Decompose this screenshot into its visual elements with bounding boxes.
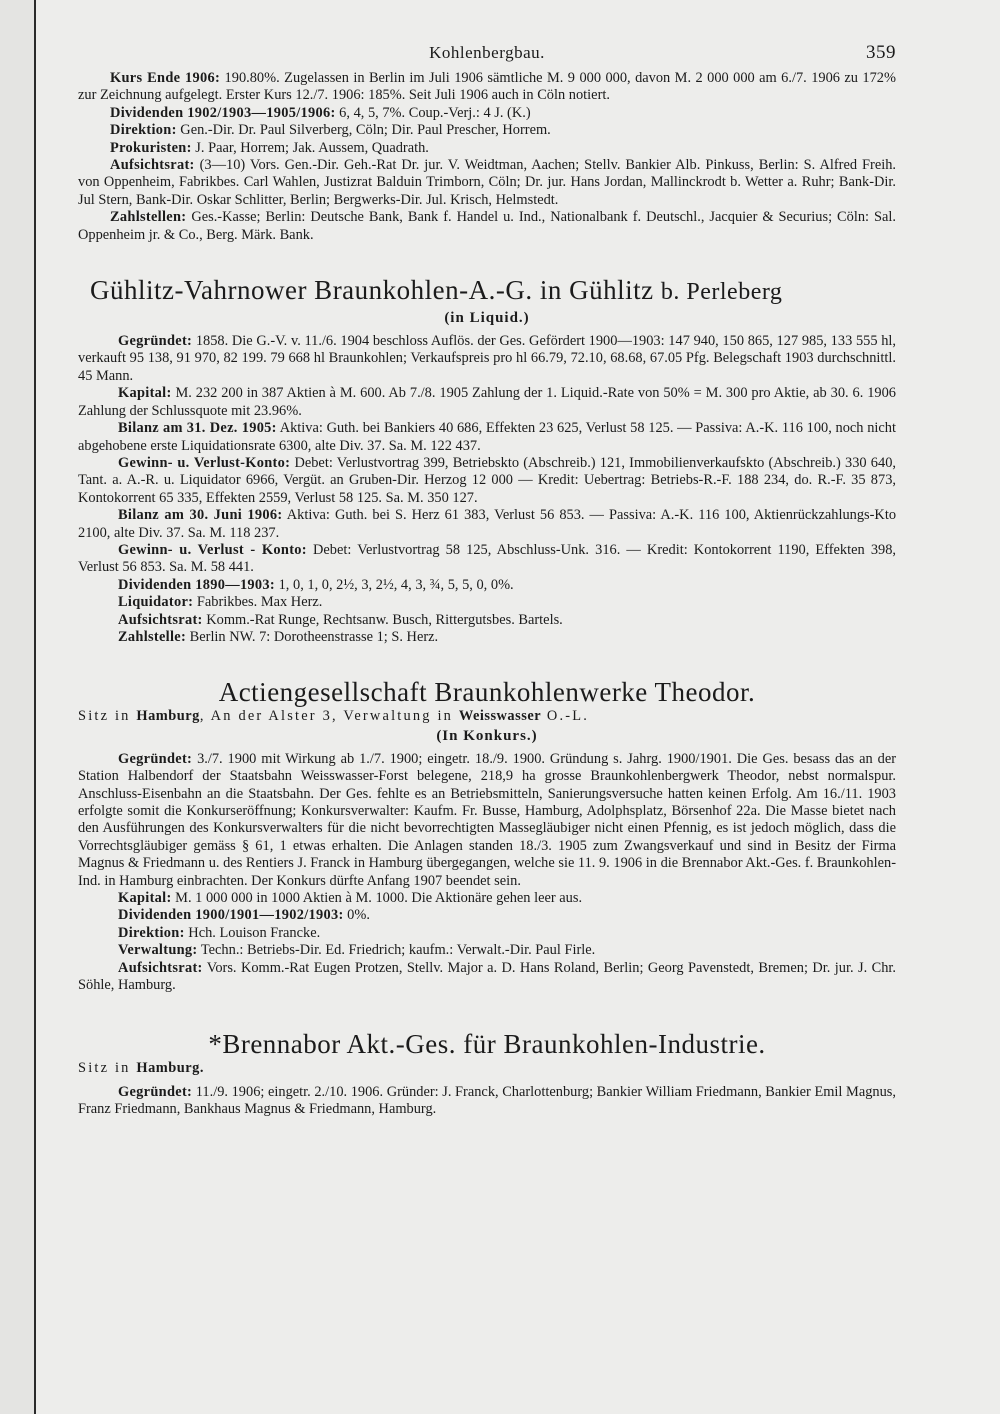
entry-line: Aufsichtsrat: Vors. Komm.-Rat Eugen Protzen, Stellv. Major a. D. Hans Roland, Berlin; Georg Pavenstedt, Bremen; Dr. jur. J. Chr. Söhle, Hamburg. bbox=[78, 959, 896, 994]
running-head-title: Kohlenbergbau. bbox=[429, 43, 545, 62]
entry-line: Kurs Ende 1906: 190.80%. Zugelassen in Berlin im Juli 1906 sämtliche M. 9 000 000, davon M. 2 000 000 am 6./7. 1906 zu 172% zur Zeichnung aufgelegt. Erster Kurs 12./7. 1906: 185%. Seit Juli 1906 auch in Cöln notiert. bbox=[78, 70, 896, 104]
entry-title: Actiengesellschaft Braunkohlenwerke Theodor. bbox=[218, 677, 756, 708]
entry-guehlitz bbox=[78, 274, 896, 646]
entry-line: Gewinn- u. Verlust - Konto: Debet: Verlustvortrag 58 125, Abschluss-Unk. 316. — Kredit: Kontokorrent 1190, Effekten 398, Verlust 56 853. Sa. M. 58 441. bbox=[78, 541, 896, 576]
entry-line: Aufsichtsrat: (3—10) Vors. Gen.-Dir. Geh.-Rat Dr. jur. V. Weidtman, Aachen; Stellv. Bankier Alb. Pinkuss, Berlin: S. Alfred Freih. von Oppenheim, Fabrikbes. Carl Wahlen, Justizrat Balduin Trimborn, Cöln; Dr. jur. Hans Jordan, Mallinckrodt b. Wetter a. Ruhr; Bank-Dir. Jul Stern, Bank-Dir. Oskar Schlitter, Berlin; Bergwerks-Dir. Jul. Krisch, Helmstedt. bbox=[78, 157, 896, 208]
page bbox=[78, 36, 896, 1119]
entry-line: Verwaltung: Techn.: Betriebs-Dir. Ed. Friedrich; kaufm.: Verwalt.-Dir. Paul Firle. bbox=[118, 942, 596, 959]
entry-title: Gühlitz-Vahrnower Braunkohlen-A.-G. in Gühlitz b. Perleberg bbox=[90, 275, 783, 306]
entry-line: Dividenden 1902/1903—1905/1906: 6, 4, 5, 7%. Coup.-Verj.: 4 J. (K.) bbox=[110, 104, 531, 121]
entry-subtitle: (In Konkurs.) bbox=[436, 727, 538, 744]
entry-subtitle: (in Liquid.) bbox=[444, 310, 530, 327]
entry-line: Direktion: Gen.-Dir. Dr. Paul Silverberg, Cöln; Dir. Paul Prescher, Horrem. bbox=[110, 122, 551, 139]
entry-line: Bilanz am 31. Dez. 1905: Aktiva: Guth. bei Bankiers 40 686, Effekten 23 625, Verlust 58 125. — Passiva: A.-K. 116 100, noch nicht abgehobene erste Liquidationsrate 6300, alte Div. 37. Sa. M. 122 437. bbox=[78, 420, 896, 454]
entry-line: Bilanz am 30. Juni 1906: Aktiva: Guth. bei S. Herz 61 383, Verlust 56 853. — Passiva: A.-K. 116 100, Aktienrückzahlungs-Kto 2100, alte Div. 37. Sa. M. 118 237. bbox=[78, 507, 897, 541]
entry-continued bbox=[78, 70, 896, 244]
entry-line: Prokuristen: J. Paar, Horrem; Jak. Aussem, Quadrath. bbox=[110, 139, 429, 156]
entry-line: Gegründet: 3./7. 1900 mit Wirkung ab 1./7. 1900; eingetr. 18./9. 1900. Gründung s. Jahrg. 1900/1901. Die Ges. besass das an der Station Halbendorf der Staatsbahn Weisswasser-Forst belegene, 218,9 ha grosse Braunkohlenbergwerk Theodor, nebst normalspur. Anschluss-Eisenbahn an die Staatsbahn. Der Ges. fehlte es an Betriebsmitteln, Sanierungsversuche hatten keinen Erfolg. Am 16./11. 1903 erfolgte somit die Konkurseröffnung; Konkursverwalter: Kaufm. Fr. Busse, Hamburg, Adolphsplatz, Börsenhof 22a. Die Masse bietet nach den Ausführungen des Konkursverwalters für die nicht bevorrechtigten Massegläubiger nicht einen Pfennig, es ist jedoch möglich, dass die Vorrechtsgläubiger gemäss § 61, 1 etwas erhalten. Die Anlagen standen 18./3. 1905 zum Zwangsverkauf und sind in Besitz der Firma Magnus & Friedmann u. des Rentiers J. Franck in Hamburg übergegangen, welche sie 11. 9. 1906 in die Brennabor Akt.-Ges. f. Braunkohlen-Ind. in Hamburg einbrachten. Der Konkurs dürfte Anfang 1907 beendet sein. bbox=[78, 750, 896, 889]
entry-line: Dividenden 1890—1903: 1, 0, 1, 0, 2½, 3, 2½, 4, 3, ¾, 5, 5, 0, 0%. bbox=[118, 576, 514, 593]
entry-seat: Sitz in Hamburg. bbox=[78, 1060, 204, 1077]
entry-line: Gewinn- u. Verlust-Konto: Debet: Verlustvortrag 399, Betriebskto (Abschreib.) 121, Immobilienverkaufskto (Abschreib.) 330 640, Tant. a. A.-R. u. Liquidator 6966, Vergüt. an Gruben-Dir. Herzog 12 000 — Kredit: Uebertrag: Betriebs-R.-F. 188 234, do. R.-F. 35 873, Kontokorrent 65 335, Effekten 2559, Verlust 58 125. Sa. M. 350 127. bbox=[78, 454, 896, 506]
entry-brennabor bbox=[78, 1028, 896, 1118]
entry-line: Gegründet: 1858. Die G.-V. v. 11./6. 1904 beschloss Auflös. der Ges. Gefördert 1900—1903: 147 940, 150 865, 127 985, 133 555 hl, verkauft 95 138, 91 970, 82 199. 79 668 hl Braunkohlen; Verkaufspreis pro hl 66.79, 72.10, 68.68, 67.05 Pfg. Belegschaft 1903 durchschnittl. 45 Mann. bbox=[78, 333, 896, 384]
page-number: 359 bbox=[866, 42, 896, 63]
entry-line: Liquidator: Fabrikbes. Max Herz. bbox=[118, 594, 323, 611]
entry-line: Aufsichtsrat: Komm.-Rat Runge, Rechtsanw. Busch, Rittergutsbes. Bartels. bbox=[118, 611, 563, 628]
running-header bbox=[78, 36, 896, 70]
entry-line: Direktion: Hch. Louison Francke. bbox=[118, 924, 321, 941]
left-gutter bbox=[0, 0, 36, 1414]
entry-line: Zahlstelle: Berlin NW. 7: Dorotheenstrasse 1; S. Herz. bbox=[118, 628, 439, 645]
entry-theodor bbox=[78, 676, 896, 994]
entry-line: Dividenden 1900/1901—1902/1903: 0%. bbox=[118, 907, 370, 924]
entry-line: Kapital: M. 1 000 000 in 1000 Aktien à M. 1000. Die Aktionäre gehen leer aus. bbox=[118, 890, 583, 907]
entry-title: *Brennabor Akt.-Ges. für Braunkohlen-Industrie. bbox=[208, 1029, 766, 1060]
entry-line: Gegründet: 11./9. 1906; eingetr. 2./10. 1906. Gründer: J. Franck, Charlottenburg; Bankier William Friedmann, Bankier Emil Magnus, Franz Friedmann, Bankhaus Magnus & Friedmann, Hamburg. bbox=[78, 1083, 896, 1118]
entry-line: Kapital: M. 232 200 in 387 Aktien à M. 600. Ab 7./8. 1905 Zahlung der 1. Liquid.-Rate von 50% = M. 300 pro Aktie, ab 30. 6. 1906 Zahlung der Schlussquote mit 23.96%. bbox=[78, 385, 896, 419]
entry-seat: Sitz in Hamburg, An der Alster 3, Verwaltung in Weisswasser O.-L. bbox=[78, 708, 590, 725]
entry-line: Zahlstellen: Ges.-Kasse; Berlin: Deutsche Bank, Bank f. Handel u. Ind., Nationalbank f. Deutschl., Jacquier & Securius; Cöln: Sal. Oppenheim jr. & Co., Berg. Märk. Bank. bbox=[78, 209, 896, 243]
